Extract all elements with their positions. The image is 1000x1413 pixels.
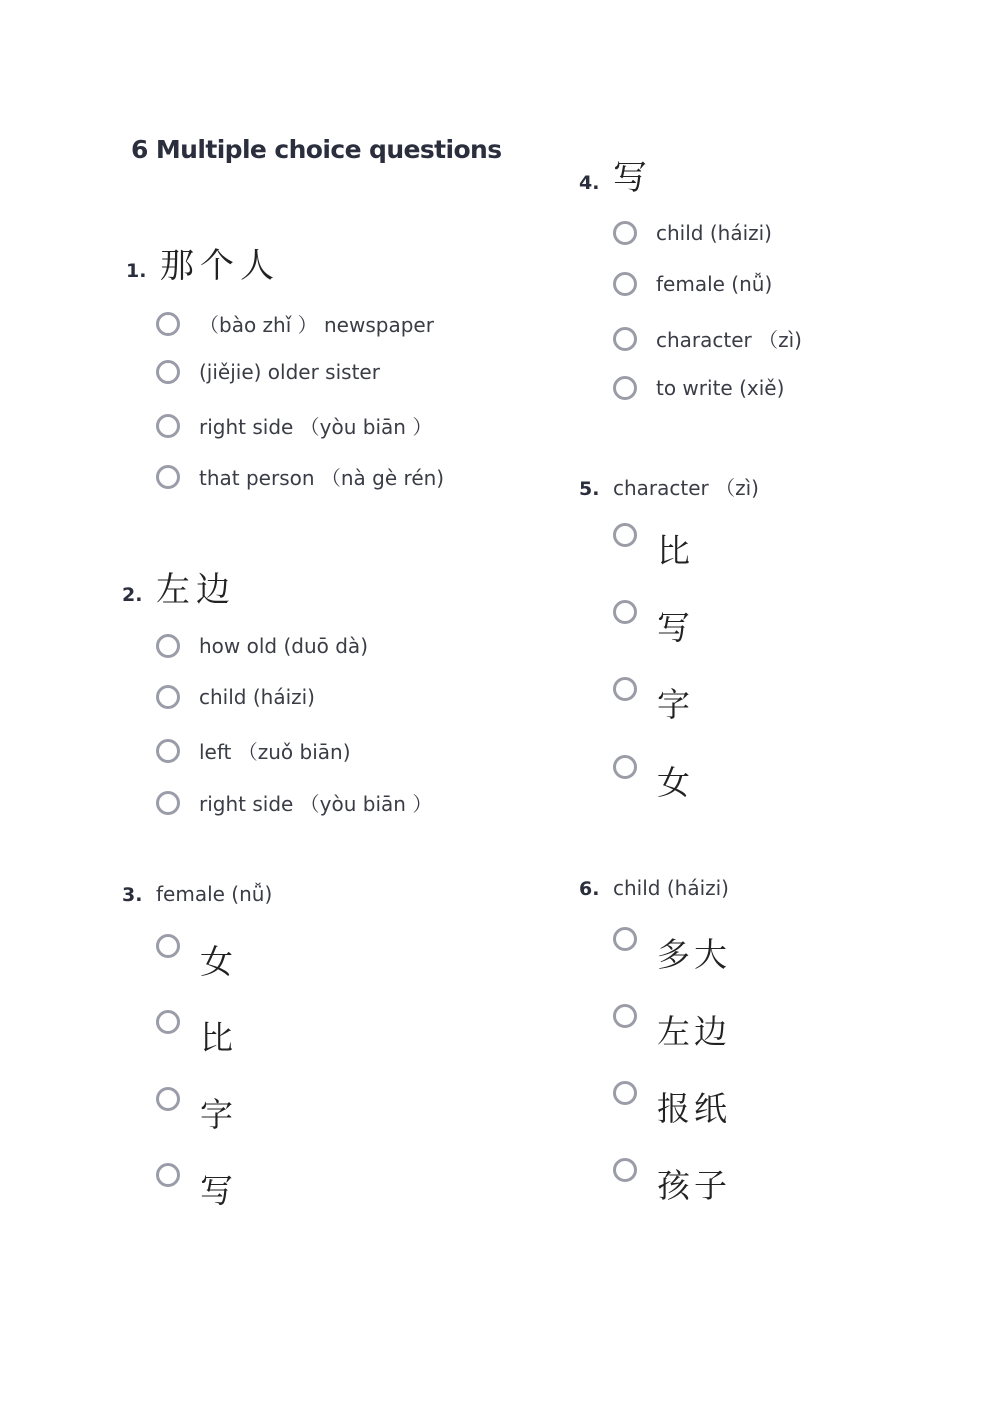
radio-button-icon[interactable] bbox=[156, 934, 180, 958]
option-label: 女 bbox=[657, 763, 694, 802]
option-4b[interactable] bbox=[613, 272, 772, 296]
option-label: 比 bbox=[657, 531, 694, 570]
radio-button-icon[interactable] bbox=[156, 1163, 180, 1187]
option-label: 女 bbox=[200, 942, 237, 981]
option-2b[interactable] bbox=[156, 685, 315, 709]
option-6c[interactable] bbox=[613, 1081, 731, 1130]
option-2a[interactable] bbox=[156, 634, 368, 658]
option-label: left （zuǒ biān) bbox=[199, 740, 351, 764]
question-prompt: 那个人 bbox=[160, 246, 280, 286]
question-prompt: female (nǚ) bbox=[156, 882, 273, 906]
option-4a[interactable] bbox=[613, 221, 772, 245]
radio-button-icon[interactable] bbox=[613, 1004, 637, 1028]
question-number: 6. bbox=[579, 878, 600, 900]
option-label: right side （yòu biān ） bbox=[199, 415, 433, 439]
option-1a[interactable] bbox=[156, 309, 434, 338]
option-label: character （zì) bbox=[656, 328, 802, 352]
option-label: how old (duō dà) bbox=[199, 634, 368, 658]
radio-button-icon[interactable] bbox=[613, 221, 637, 245]
radio-button-icon[interactable] bbox=[156, 1087, 180, 1111]
question-1 bbox=[126, 238, 280, 287]
option-label: 字 bbox=[200, 1095, 237, 1134]
page-title: 6 Multiple choice questions bbox=[131, 135, 502, 164]
question-number: 2. bbox=[122, 584, 143, 606]
option-4d[interactable] bbox=[613, 376, 784, 400]
option-label: 左边 bbox=[657, 1012, 731, 1051]
option-label: that person （nà gè rén) bbox=[199, 466, 445, 490]
radio-button-icon[interactable] bbox=[156, 1010, 180, 1034]
option-label: 比 bbox=[200, 1018, 237, 1057]
option-label: 字 bbox=[657, 685, 694, 724]
option-6d[interactable] bbox=[613, 1158, 731, 1207]
radio-button-icon[interactable] bbox=[156, 685, 180, 709]
radio-button-icon[interactable] bbox=[156, 360, 180, 384]
option-2d[interactable] bbox=[156, 788, 432, 817]
question-2 bbox=[122, 562, 236, 611]
option-label: 多大 bbox=[657, 935, 731, 974]
radio-button-icon[interactable] bbox=[613, 600, 637, 624]
radio-button-icon[interactable] bbox=[613, 677, 637, 701]
option-5a[interactable] bbox=[613, 523, 694, 572]
option-label: to write (xiě) bbox=[656, 376, 785, 400]
option-label: （bào zhǐ ） newspaper bbox=[199, 313, 434, 337]
radio-button-icon[interactable] bbox=[613, 327, 637, 351]
option-3b[interactable] bbox=[156, 1010, 237, 1059]
radio-button-icon[interactable] bbox=[156, 414, 180, 438]
question-4 bbox=[579, 150, 653, 199]
question-prompt: 写 bbox=[613, 158, 653, 198]
radio-button-icon[interactable] bbox=[156, 739, 180, 763]
radio-button-icon[interactable] bbox=[156, 465, 180, 489]
option-label: right side （yòu biān ） bbox=[199, 792, 433, 816]
option-label: (jiějie) older sister bbox=[199, 360, 380, 384]
question-prompt: character （zì) bbox=[613, 476, 759, 500]
question-prompt: 左边 bbox=[156, 570, 236, 610]
question-number: 5. bbox=[579, 478, 600, 500]
option-1d[interactable] bbox=[156, 462, 444, 491]
option-5d[interactable] bbox=[613, 755, 694, 804]
radio-button-icon[interactable] bbox=[156, 312, 180, 336]
question-5 bbox=[579, 472, 759, 501]
option-label: child (háizi) bbox=[656, 221, 772, 245]
radio-button-icon[interactable] bbox=[613, 376, 637, 400]
radio-button-icon[interactable] bbox=[156, 634, 180, 658]
radio-button-icon[interactable] bbox=[613, 927, 637, 951]
option-5b[interactable] bbox=[613, 600, 694, 649]
option-label: 写 bbox=[200, 1171, 237, 1210]
option-1c[interactable] bbox=[156, 411, 432, 440]
question-number: 4. bbox=[579, 172, 600, 194]
option-label: female (nǚ) bbox=[656, 272, 773, 296]
question-number: 3. bbox=[122, 884, 143, 906]
option-label: 写 bbox=[657, 608, 694, 647]
radio-button-icon[interactable] bbox=[613, 755, 637, 779]
option-label: 报纸 bbox=[657, 1089, 731, 1128]
question-prompt: child (háizi) bbox=[613, 876, 729, 900]
radio-button-icon[interactable] bbox=[613, 1081, 637, 1105]
question-6 bbox=[579, 876, 729, 900]
option-3c[interactable] bbox=[156, 1087, 237, 1136]
option-3d[interactable] bbox=[156, 1163, 237, 1212]
radio-button-icon[interactable] bbox=[613, 523, 637, 547]
radio-button-icon[interactable] bbox=[613, 1158, 637, 1182]
option-label: 孩子 bbox=[657, 1166, 731, 1205]
option-6a[interactable] bbox=[613, 927, 731, 976]
option-6b[interactable] bbox=[613, 1004, 731, 1053]
option-4c[interactable] bbox=[613, 324, 802, 353]
option-label: child (háizi) bbox=[199, 685, 315, 709]
radio-button-icon[interactable] bbox=[156, 791, 180, 815]
option-1b[interactable] bbox=[156, 360, 380, 384]
question-3 bbox=[122, 882, 272, 906]
question-number: 1. bbox=[126, 260, 147, 282]
radio-button-icon[interactable] bbox=[613, 272, 637, 296]
option-2c[interactable] bbox=[156, 736, 351, 765]
option-5c[interactable] bbox=[613, 677, 694, 726]
option-3a[interactable] bbox=[156, 934, 237, 983]
